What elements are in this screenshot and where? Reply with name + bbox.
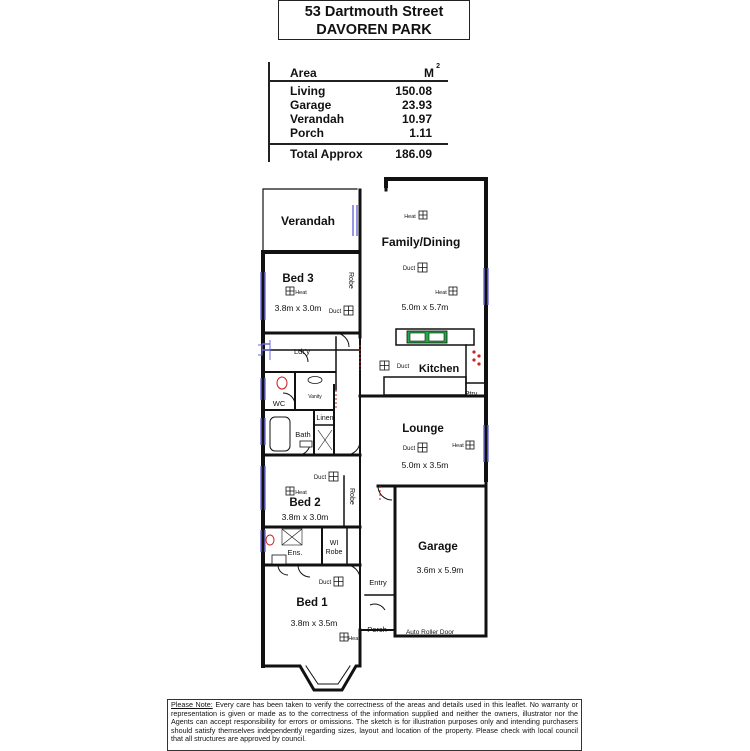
heat-label: Heat (295, 290, 307, 296)
duct-label: Duct (402, 446, 416, 452)
disclaimer-heading: Please Note: (171, 700, 213, 709)
row-label: Verandah (290, 112, 345, 126)
ensuite-label: Ens. (287, 548, 303, 557)
total-value: 186.09 (395, 147, 432, 161)
bed1-dims: 3.8m x 3.5m (290, 618, 338, 628)
bed3-robe-label: Robe (347, 272, 354, 289)
unit-column-header: M (424, 66, 434, 80)
bed1-label: Bed 1 (296, 597, 328, 609)
address-line-1: 53 Dartmouth Street (304, 4, 444, 20)
row-value: 150.08 (395, 84, 432, 98)
heat-label: Heat (435, 290, 447, 296)
wi-robe-label-2: Robe (325, 549, 343, 556)
roller-door-label: Auto Roller Door (405, 629, 455, 636)
openings (336, 345, 380, 500)
row-value: 1.11 (409, 126, 432, 140)
lounge-dims: 5.0m x 3.5m (401, 460, 449, 470)
address-line-2: DAVOREN PARK (316, 22, 432, 38)
heat-label: Heat (452, 443, 464, 449)
row-label: Living (290, 84, 326, 98)
heat-label: Heat (404, 214, 416, 220)
vanity-label: Vanity (308, 394, 322, 400)
total-label: Total Approx (290, 147, 363, 161)
duct-label: Duct (402, 266, 416, 272)
pantry-label: Ptry (464, 391, 478, 398)
duct-label: Duct (318, 580, 332, 586)
bed2-label: Bed 2 (289, 497, 321, 509)
entry-label: Entry (369, 578, 387, 587)
porch-label: Porch (367, 625, 387, 634)
disclaimer-box (167, 699, 582, 751)
disclaimer-text: Every care has been taken to verify the correctness of the areas and details used in this leaflet. No warranty or representation is given or made as to the correctness of the information supplied and neither the owners, illustrator nor the Agents can accept responsibility for errors or omissions. The sketch is for illustration purposes only and intending purchasers should satisfy themselves independently regarding sizes, layout and location of the property. Please check with local council that all structures are approved by council. (171, 700, 578, 744)
row-value: 10.97 (401, 112, 432, 126)
heat-label: Heat (348, 636, 360, 642)
family-dining-label: Family/Dining (381, 235, 461, 249)
garage-label: Garage (418, 541, 458, 553)
family-dining-dims: 5.0m x 5.7m (401, 302, 449, 312)
laundry-label: Ldr'y (293, 347, 311, 356)
row-label: Garage (290, 98, 332, 112)
bed2-dims: 3.8m x 3.0m (281, 512, 329, 522)
kitchen-label: Kitchen (418, 363, 460, 375)
garage-dims: 3.6m x 5.9m (416, 565, 464, 575)
row-label: Porch (290, 126, 325, 140)
bed3-dims: 3.8m x 3.0m (274, 303, 322, 313)
bath-label: Bath (295, 430, 311, 439)
heat-label: Heat (295, 490, 307, 496)
linen-label: Linen (316, 415, 334, 422)
wi-robe-label-1: WI (329, 540, 339, 547)
lounge-label: Lounge (402, 423, 444, 435)
duct-label: Duct (313, 475, 327, 481)
bed3-label: Bed 3 (282, 273, 314, 285)
verandah-label: Verandah (280, 214, 336, 228)
duct-label: Duct (396, 364, 410, 370)
bed2-robe-label: Robe (348, 488, 355, 505)
row-value: 23.93 (401, 98, 432, 112)
duct-label: Duct (328, 309, 342, 315)
unit-superscript: 2 (436, 63, 440, 70)
wc-label: WC (272, 399, 286, 408)
area-column-header: Area (290, 66, 317, 80)
